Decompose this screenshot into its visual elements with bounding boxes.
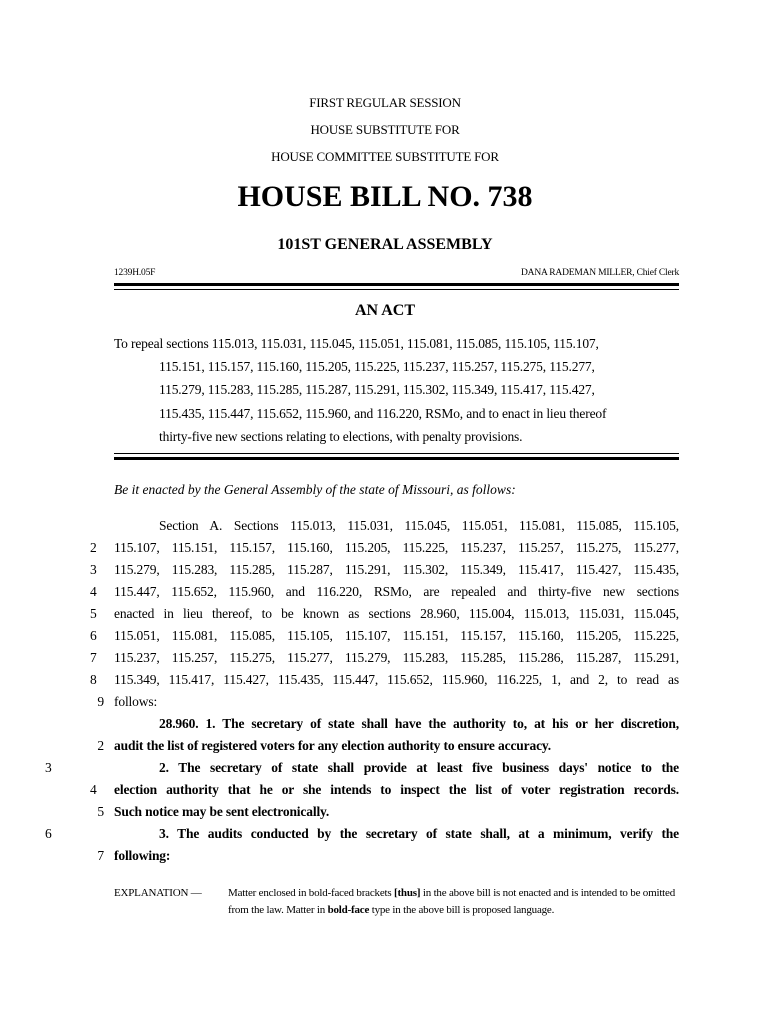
section-a-line: 5 enacted in lieu thereof, to be known as sections 28.960, 115.004, 115.013, 115.031, 115.045, (90, 606, 679, 621)
line-number: 6 (45, 826, 52, 841)
section-a-line: 7 115.237, 115.257, 115.275, 115.277, 115.279, 115.283, 115.285, 115.286, 115.287, 115.291, (90, 650, 679, 665)
line-number: 2 (97, 738, 104, 753)
repeal-line: 115.151, 115.157, 115.160, 115.205, 115.225, 115.237, 115.257, 115.275, 115.277, (159, 359, 595, 375)
repeal-line: 115.435, 115.447, 115.652, 115.960, and 116.220, RSMo, and to enact in lieu thereof (159, 405, 607, 421)
section-28-960-line: 6 3. The audits conducted by the secretary of state shall, at a minimum, verify the (45, 826, 679, 841)
section-a-line: 8 115.349, 115.417, 115.427, 115.435, 115.447, 115.652, 115.960, 116.225, 1, and 2, to read as (90, 672, 679, 687)
section-a-line: 6 115.051, 115.081, 115.085, 115.105, 115.107, 115.151, 115.157, 115.160, 115.205, 115.225, (90, 628, 679, 643)
chief-clerk: DANA RADEMAN MILLER, Chief Clerk (521, 268, 679, 278)
repeal-clause (114, 332, 679, 448)
act-rule-thin (114, 453, 679, 454)
section-a-line: Section A. Sections 115.013, 115.031, 115.045, 115.051, 115.081, 115.085, 115.105, (159, 518, 679, 533)
line-number: 8 (90, 672, 97, 687)
section-28-960-line: 5 Such notice may be sent electronically. (114, 804, 679, 826)
header-rule-thin (114, 289, 679, 290)
bracket-example: [thus] (394, 887, 421, 899)
explanation-label: EXPLANATION — (114, 887, 202, 899)
bill-title: HOUSE BILL NO. 738 (237, 180, 533, 213)
line-number: 9 (97, 694, 104, 709)
line-number: 3 (90, 562, 97, 577)
repeal-line: To repeal sections 115.013, 115.031, 115.045, 115.051, 115.081, 115.085, 115.105, 115.107, (114, 336, 599, 351)
section-28-960-line: 3 2. The secretary of state shall provide at least five business days' notice to the (45, 760, 679, 775)
line-number: 4 (90, 782, 97, 797)
repeal-line: thirty-five new sections relating to elections, with penalty provisions. (159, 428, 523, 444)
line-number: 7 (97, 848, 104, 863)
enacting-clause: Be it enacted by the General Assembly of the state of Missouri, as follows: (114, 482, 516, 497)
act-heading: AN ACT (354, 302, 415, 319)
section-28-960-line: 2 audit the list of registered voters for any election authority to ensure accuracy. (114, 738, 679, 760)
section-28-960-line: 4 election authority that he or she intends to inspect the list of voter registration records. (90, 782, 679, 797)
assembly-label: 101ST GENERAL ASSEMBLY (277, 236, 493, 253)
act-rule-thick (114, 457, 679, 460)
line-number: 4 (90, 584, 97, 599)
substitute-label: HOUSE SUBSTITUTE FOR (310, 122, 460, 137)
section-a-line: 3 115.279, 115.283, 115.285, 115.287, 115.291, 115.302, 115.349, 115.417, 115.427, 115.435, (90, 562, 679, 577)
section-28-960-line: 7 following: (114, 848, 679, 870)
line-number: 2 (90, 540, 97, 555)
section-a-line: 2 115.107, 115.151, 115.157, 115.160, 115.205, 115.225, 115.237, 115.257, 115.275, 115.277, (90, 540, 679, 555)
line-number: 5 (97, 804, 104, 819)
section-a-line: 9 follows: (114, 694, 679, 716)
explanation-text: Matter enclosed in bold-faced brackets [thus] in the above bill is not enacted and is intended to be omitted from the law. Matter in bold-face type in the above bill is proposed language. (228, 887, 676, 916)
line-number: 7 (90, 650, 97, 665)
line-number: 5 (90, 606, 97, 621)
line-number: 6 (90, 628, 97, 643)
repeal-line: 115.279, 115.283, 115.285, 115.287, 115.291, 115.302, 115.349, 115.417, 115.427, (159, 382, 595, 398)
section-28-960-line: 28.960. 1. The secretary of state shall have the authority to, at his or her discretion, (159, 716, 679, 731)
section-a-line: 4 115.447, 115.652, 115.960, and 116.220, RSMo, are repealed and thirty-five new sections (90, 584, 679, 599)
header-rule-thick (114, 283, 679, 286)
doc-code: 1239H.05F (114, 268, 156, 278)
line-number: 3 (45, 760, 52, 775)
committee-substitute-label: HOUSE COMMITTEE SUBSTITUTE FOR (271, 149, 499, 164)
boldface-example: bold-face (327, 903, 370, 916)
session-label: FIRST REGULAR SESSION (309, 95, 461, 110)
